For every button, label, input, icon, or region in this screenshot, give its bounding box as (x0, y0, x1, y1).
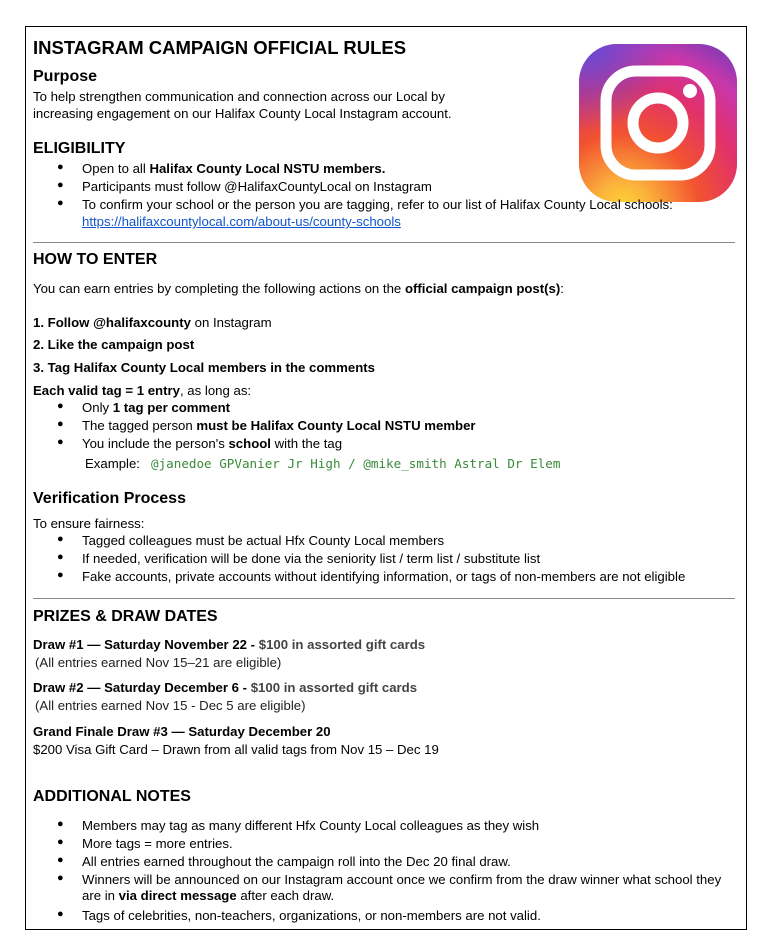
bullet-icon: ● (57, 418, 64, 430)
draw-1-prize: $100 in assorted gift cards (258, 637, 426, 652)
draw-2-prize: $100 in assorted gift cards (250, 680, 418, 695)
bullet-icon: ● (57, 551, 64, 563)
step-2: 2. Like the campaign post (33, 337, 195, 352)
how-to-enter-heading: HOW TO ENTER (33, 251, 158, 268)
draw-3-title: Grand Finale Draw #3 — Saturday December 20 (33, 724, 331, 739)
bullet-icon: ● (57, 908, 64, 920)
bullet-icon: ● (57, 872, 64, 884)
draw-1-note: (All entries earned Nov 15–21 are eligible) (35, 655, 282, 670)
draw-2-title: Draw #2 — Saturday December 6 - $100 in assorted gift cards (33, 680, 418, 695)
section-divider (33, 598, 735, 599)
draw-1-title: Draw #1 — Saturday November 22 - $100 in assorted gift cards (33, 637, 426, 652)
rules-document: INSTAGRAM CAMPAIGN OFFICIAL RULES Purpose To help strengthen communication and connection across our Local by increasing engagement on our Halifax County Local Instagram account. ELIGIBILITY ● Open to all Halifax County Local NSTU members. ● Participants must follow @HalifaxCountyLocal on Instagram ● To confirm your school or the person you are tagging, refer to our list of Halifax County Local schools: https://halifaxcountylocal.com/about-us/county-schools HOW TO ENTER You can earn entries by completing the following actions on the official campaign post(s): 1. Follow @halifaxcounty on Instagram 2. Like the campaign post 3. Tag Halifax County Local members in the comments Each valid tag = 1 entry, as long as: ● Only 1 tag per comment ● The tagged person must be Halifax County Local NSTU member ● You include the person's school with the tag Example: @janedoe GPVanier Jr High / @mike_smith Astral Dr Elem Verification Process To ensure fairness: ● Tagged colleagues must be actual Hfx County Local members ● If needed, verification will be done via the seniority list / term list / substitute list ● Fake accounts, private accounts without identifying information, or tags of non-members are not eligible PRIZES & DRAW DATES Draw #1 — Saturday November 22 - $100 in assorted gift cards (All entries earned Nov 15–21 are eligible) Draw #2 — Saturday December 6 - $100 in assorted gift cards (All entries earned Nov 15 - Dec 5 are eligible) Grand Finale Draw #3 — Saturday December 20 $200 Visa Gift Card – Drawn from all valid tags from Nov 15 – Dec 19 ADDITIONAL NOTES ● Members may tag as many different Hfx County Local colleagues as they wish ● More tags = more entries. ● All entries earned throughout the campaign roll into the Dec 20 final draw. ● Winners will be announced on our Instagram account once we confirm from the draw winner what school they are in via direct message after each draw. ● Tags of celebrities, non-teachers, organizations, or non-members are not valid. (25, 26, 747, 930)
document-title: INSTAGRAM CAMPAIGN OFFICIAL RULES (33, 37, 407, 58)
additional-notes-heading: ADDITIONAL NOTES (33, 788, 191, 805)
bullet-icon: ● (57, 818, 64, 830)
verification-intro: To ensure fairness: (33, 516, 145, 531)
section-divider (33, 242, 735, 243)
bullet-icon: ● (57, 569, 64, 581)
valid-tag-rule: Each valid tag = 1 entry, as long as: (33, 383, 252, 398)
how-to-enter-intro: You can earn entries by completing the following actions on the official campaign post(s): (33, 281, 564, 296)
step-3: 3. Tag Halifax County Local members in the comments (33, 360, 375, 375)
example-line (85, 455, 560, 473)
draw-2-note: (All entries earned Nov 15 - Dec 5 are eligible) (35, 698, 306, 713)
example-text: @janedoe GPVanier Jr High / @mike_smith Astral Dr Elem (150, 456, 561, 471)
draw-3-note: $200 Visa Gift Card – Drawn from all valid tags from Nov 15 – Dec 19 (33, 742, 439, 757)
bullet-icon: ● (57, 197, 64, 209)
bullet-icon: ● (57, 854, 64, 866)
bullet-icon: ● (57, 400, 64, 412)
purpose-text-line2: increasing engagement on our Halifax County Local Instagram account. (33, 106, 452, 121)
verification-heading: Verification Process (33, 490, 186, 507)
county-schools-link[interactable]: https://halifaxcountylocal.com/about-us/county-schools (82, 214, 401, 229)
bullet-icon: ● (57, 161, 64, 173)
eligibility-heading: ELIGIBILITY (33, 140, 126, 157)
step-1: 1. Follow @halifaxcounty on Instagram (33, 315, 272, 330)
bullet-icon: ● (57, 436, 64, 448)
example-label: Example: (85, 456, 140, 471)
bullet-icon: ● (57, 533, 64, 545)
bullet-icon: ● (57, 836, 64, 848)
purpose-heading: Purpose (33, 68, 98, 85)
note-item-continuation: are in via direct message after each draw. (82, 888, 335, 903)
bullet-icon: ● (57, 179, 64, 191)
instagram-logo-icon (579, 44, 737, 202)
prizes-heading: PRIZES & DRAW DATES (33, 608, 218, 625)
purpose-text-line1: To help strengthen communication and connection across our Local by (33, 89, 445, 104)
